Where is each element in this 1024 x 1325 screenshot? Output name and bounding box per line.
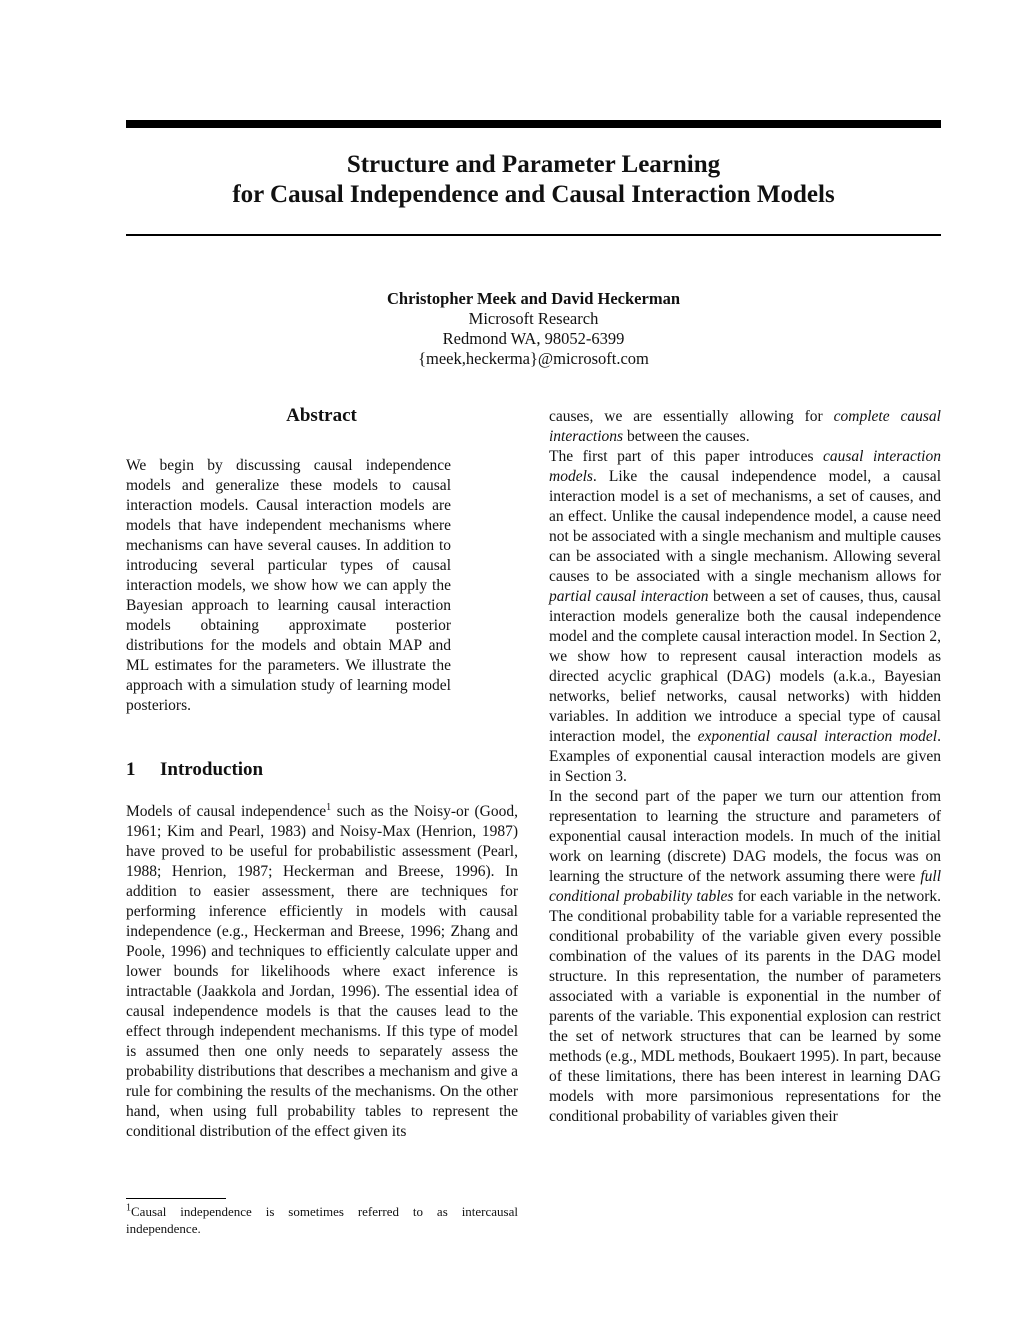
text-run: between a set of causes, thus, causal interaction models generalize both the causal independence model and the complete causal interaction model. In Section 2, we show how to represent causal interaction models as directed acyclic graphical (DAG) models (a.k.a., Bayesian networks, belief networks, causal networks) with hidden variables. In addition we introduce a special type of causal interaction model, the: [549, 588, 942, 745]
footnote-marker: 1: [326, 801, 332, 813]
left-column: [126, 400, 518, 1142]
title-line-2: for Causal Independence and Causal Interaction Models: [232, 181, 835, 208]
intro-paragraph-1: [126, 802, 518, 1142]
title-bottom-rule: [126, 234, 941, 236]
text-run: for each variable in the network. The conditional probability table for a variable represented the conditional probability of the variable given every possible combination of the values of its parents in the DAG model structure. In this representation, the number of parameters associated with a variable is exponential in the number of parents of the variable. This exponential explosion can restrict the set of network structures that can be learned by some methods (e.g., MDL methods, Boukaert 1995). In part, because of these limitations, there has been interest in learning DAG models with more parsimonious representations for the conditional probability of variables given their: [549, 888, 941, 1125]
author-email: {meek,heckerma}@microsoft.com: [418, 349, 649, 368]
text-run: In the second part of the paper we turn our attention from representation to learning the structure and parameters of exponential causal interaction models. In much of the initial work on learning (discrete) DAG models, the focus was on learning the structure of the network assuming there were: [549, 788, 941, 885]
right-paragraph-0: [549, 407, 941, 447]
text-run: . Like the causal independence model, a causal interaction model is a set of mechanisms, a set of causes, and an effect. Unlike the causal independence model, a cause need not be associated with a single mechanism and multiple causes can be associated with a single mechanism. Allowing several causes to be associated with a single mechanism allows for: [549, 468, 941, 585]
title-line-1: Structure and Parameter Learning: [346, 151, 721, 178]
abstract-heading: Abstract: [286, 405, 357, 426]
right-paragraph-1: [549, 447, 941, 787]
author-affiliation: Microsoft Research: [468, 309, 599, 328]
right-paragraph-2: [549, 787, 941, 1127]
text-run: causes, we are essentially allowing for: [549, 408, 834, 425]
section-number: 1: [126, 759, 136, 780]
intro-text-start: Models of causal independence: [126, 803, 327, 820]
emphasis-partial-causal-interaction: partial causal interaction: [549, 588, 709, 605]
text-run: between the causes.: [623, 428, 750, 445]
paper-title: [126, 150, 941, 210]
top-thick-rule: [126, 120, 941, 128]
section-heading-introduction: [126, 758, 518, 782]
emphasis-full-conditional-probability-tables: full conditional probability tables: [549, 868, 941, 905]
emphasis-causal-interaction-models: causal interaction models: [549, 448, 941, 485]
author-block: [126, 289, 941, 369]
section-title: Introduction: [160, 759, 264, 780]
author-address: Redmond WA, 98052-6399: [442, 329, 625, 348]
abstract-text: We begin by discussing causal independence models and generalize these models to causal interaction models. Causal interaction models are models that have independent mechanisms where mechanisms can have several causes. In addition to introducing several particular types of causal interaction models, we show how we can apply the Bayesian approach to learning causal interaction models obtaining approximate posterior distributions for the models and obtain MAP and ML estimates for the parameters. We illustrate the approach with a simulation study of learning model posteriors.: [126, 457, 451, 714]
intro-text-rest: such as the Noisy-or (Good, 1961; Kim and Pearl, 1983) and Noisy-Max (Henrion, 1987) have proved to be useful for probabilistic assessment (Pearl, 1988; Henrion, 1987; Heckerman and Breese, 1996). In addition to easier assessment, there are techniques for performing inference efficiently in models with causal independence (e.g., Heckerman and Breese, 1996; Zhang and Poole, 1996) and techniques to efficiently calculate upper and lower bounds for likelihoods where exact inference is intractable (Jaakkola and Jordan, 1996). The essential idea of causal independence models is that the causes lead to the effect through independent mechanisms. If this type of model is assumed then one only needs to separately assess the probability distributions that describes a mechanism and give a rule for combining the results of the mechanisms. On the other hand, when using full probability tables to represent the conditional distribution of the effect given its: [126, 803, 518, 1140]
emphasis-complete-causal-interactions: complete causal interactions: [549, 408, 941, 445]
footnote-text: Causal independence is sometimes referred to as intercausal independence.: [126, 1204, 518, 1236]
right-column: [549, 407, 941, 1127]
text-run: The first part of this paper introduces: [549, 448, 823, 465]
footnote: [126, 1203, 518, 1237]
footnote-rule: [126, 1198, 226, 1199]
author-names: Christopher Meek and David Heckerman: [386, 289, 681, 308]
introduction-body: [126, 802, 518, 1142]
emphasis-exponential-causal-interaction-model: exponential causal interaction model: [697, 728, 938, 745]
footnote-number: 1: [126, 1202, 131, 1214]
text-run: . Examples of exponential causal interaction models are given in Section 3.: [549, 728, 941, 785]
